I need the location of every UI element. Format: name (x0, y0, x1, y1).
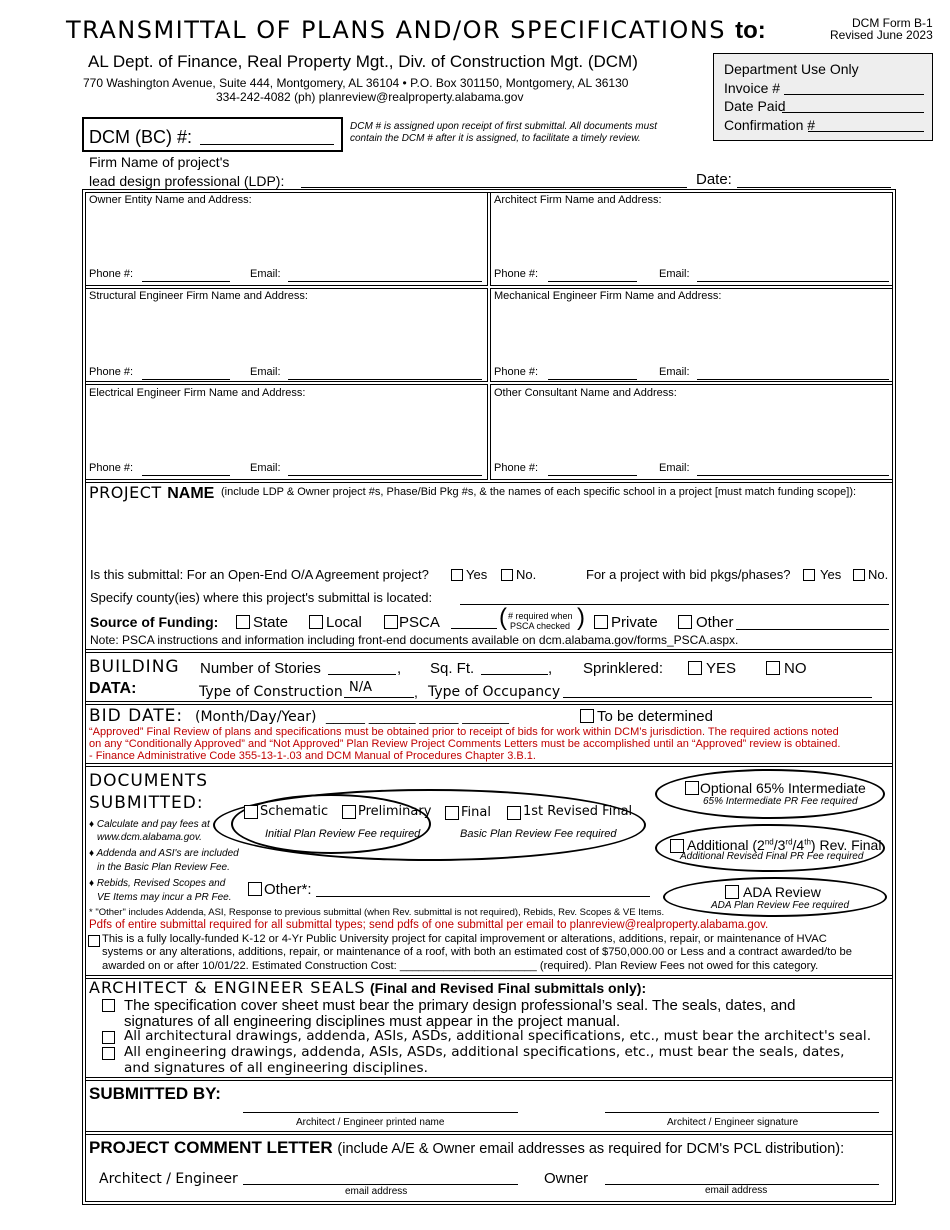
initial-fee-note: Initial Plan Review Fee required (265, 828, 421, 840)
final-checkbox[interactable] (445, 806, 459, 820)
structural-box-label: Structural Engineer Firm Name and Address: (89, 290, 308, 302)
ada-fee-note: ADA Plan Review Fee required (711, 900, 850, 911)
doc-bullet-1a: ♦ Calculate and pay fees at (89, 819, 210, 830)
seal-spec-checkbox[interactable] (102, 999, 115, 1012)
other-submittal-field[interactable] (316, 896, 650, 897)
funding-state-checkbox[interactable] (236, 615, 250, 629)
date-label: Date: (696, 171, 732, 188)
owner-phone-label: Phone #: (89, 268, 134, 280)
k12-note-2: systems or any alterations, additions, repair, or maintenance of a roof, with both an estimated cost of $750,000.00 or Less and a contract awarded/to be (102, 946, 852, 958)
pcl-ae-label: Architect / Engineer (99, 1171, 238, 1187)
bid-pkgs-question: For a project with bid pkgs/phases? (586, 567, 791, 582)
other-email-label: Email: (659, 462, 690, 474)
pcl-hint: (include A/E & Owner email addresses as required for DCM's PCL distribution): (337, 1141, 845, 1157)
invoice-label: Invoice # (724, 80, 781, 96)
tbd-label: To be determined (597, 708, 713, 725)
funding-local-checkbox[interactable] (309, 615, 323, 629)
dept-use-title: Department Use Only (724, 61, 859, 77)
construction-value[interactable]: N/A (349, 680, 372, 695)
psca-note-1: # required when (508, 611, 573, 621)
owner-email-label: Email: (250, 268, 281, 280)
sprinklered-yes-label: YES (706, 660, 737, 677)
documents-label-2: SUBMITTED: (89, 793, 204, 813)
building-label-2: DATA: (89, 680, 137, 697)
optional-65-checkbox[interactable] (685, 781, 699, 795)
sprinklered-no-label: NO (784, 660, 807, 677)
date-field[interactable] (737, 187, 891, 188)
agency-name: AL Dept. of Finance, Real Property Mgt., Div. of Construction Mgt. (DCM) (88, 52, 638, 71)
doc-bullet-3a: ♦ Rebids, Revised Scopes and (89, 878, 226, 889)
electrical-phone-field[interactable] (142, 475, 230, 476)
seal-arch-checkbox[interactable] (102, 1031, 115, 1044)
project-label-b: NAME (167, 485, 215, 502)
main-submittal-oval (213, 789, 646, 861)
bid-pkgs-yes-checkbox[interactable] (803, 569, 815, 581)
project-label-a: PROJECT (89, 483, 168, 502)
electrical-box-label: Electrical Engineer Firm Name and Address: (89, 387, 306, 399)
funding-other-field[interactable] (736, 629, 889, 630)
ae-printed-name-field[interactable] (243, 1112, 518, 1113)
psca-paren-open: ( (499, 604, 507, 631)
ada-review-checkbox[interactable] (725, 885, 739, 899)
sprinklered-yes-checkbox[interactable] (688, 661, 702, 675)
additional-revised-label: Additional (2nd/3rd/4th) Rev. Final (687, 837, 882, 853)
structural-phone-field[interactable] (142, 379, 230, 380)
dcm-number-label: DCM (BC) #: (89, 127, 192, 147)
sprinklered-no-checkbox[interactable] (766, 661, 780, 675)
preliminary-label: Preliminary (358, 804, 432, 819)
construction-label: Type of Construction (199, 684, 343, 700)
sqft-field[interactable] (481, 674, 548, 675)
seal-eng-text-1: All engineering drawings, addenda, ASIs, ASDs, additional specifications, etc., must bear the seals, dates, (124, 1044, 845, 1060)
first-revised-final-checkbox[interactable] (507, 806, 521, 820)
funding-psca-label: PSCA (399, 614, 440, 631)
mechanical-email-label: Email: (659, 366, 690, 378)
dcm-note: DCM # is assigned upon receipt of first submittal. All documents must contain the DCM # after it is assigned, to facilitate a timely review. (350, 121, 657, 144)
bid-warning-1: “Approved” Final Review of plans and specifications must be obtained prior to receipt of bids for work within DCM’s jurisdiction. The required actions noted (89, 726, 839, 738)
sup-rd: rd (785, 837, 793, 847)
occupancy-label: Type of Occupancy (428, 684, 561, 700)
open-end-no-checkbox[interactable] (501, 569, 513, 581)
date-paid-label: Date Paid (724, 98, 786, 114)
open-end-no-label: No. (516, 567, 537, 582)
firm-label-2: lead design professional (LDP): (89, 173, 285, 189)
basic-fee-note: Basic Plan Review Fee required (460, 828, 617, 840)
optional-65-label: Optional 65% Intermediate (700, 780, 866, 796)
schematic-label: Schematic (260, 804, 329, 819)
submitted-by-label: SUBMITTED BY: (89, 1084, 221, 1103)
other-phone-field[interactable] (548, 475, 637, 476)
mechanical-box-label: Mechanical Engineer Firm Name and Address: (494, 290, 722, 302)
funding-label: Source of Funding: (90, 614, 219, 630)
seal-arch-text: All architectural drawings, addenda, ASIs, ASDs, additional specifications, etc., must bear the architect's seal. (124, 1028, 872, 1044)
mechanical-email-field[interactable] (697, 379, 889, 380)
sup-nd: nd (764, 837, 774, 847)
optional-65-fee-note: 65% Intermediate PR Fee required (703, 796, 858, 807)
additional-post: ) Rev. Final (810, 837, 882, 853)
funding-other-label: Other (696, 614, 734, 631)
ldp-field[interactable] (301, 187, 687, 188)
construction-field[interactable] (344, 697, 414, 698)
agency-contact: 334-242-4082 (ph) planreview@realproperty.alabama.gov (216, 90, 524, 104)
k12-note-1: This is a fully locally-funded K-12 or 4-Yr Public University project for capital improvement or alterations, additions, repair, or maintenance of HVAC (102, 933, 827, 945)
doc-bullet-3b: VE Items may incur a PR Fee. (97, 892, 232, 903)
ae-signature-field[interactable] (605, 1112, 879, 1113)
bid-date-field[interactable]: _____ ______ _____ ______ (326, 708, 509, 724)
sup-th: th (804, 837, 811, 847)
pcl-title: PROJECT COMMENT LETTER (89, 1138, 333, 1157)
psca-paren-close: ) (577, 604, 585, 631)
sprinklered-label: Sprinklered: (583, 660, 664, 677)
funding-state-label: State (253, 614, 289, 631)
funding-private-checkbox[interactable] (594, 615, 608, 629)
architect-email-label: Email: (659, 268, 690, 280)
occupancy-field[interactable] (563, 697, 872, 698)
bid-pkgs-no-checkbox[interactable] (853, 569, 865, 581)
electrical-email-label: Email: (250, 462, 281, 474)
ae-printed-name-caption: Architect / Engineer printed name (296, 1117, 445, 1128)
additional-revised-fee-note: Additional Revised Final PR Fee required (680, 851, 864, 862)
sqft-comma: , (548, 660, 553, 677)
doc-bullet-2a: ♦ Addenda and ASI's are included (89, 848, 239, 859)
tbd-checkbox[interactable] (580, 709, 594, 723)
date-paid-field[interactable] (782, 112, 924, 113)
bid-warning-2: on any “Conditionally Approved” and “Not Approved” Plan Review Project Comments Letters must be accomplished until an “Approved” review is obtained. (89, 738, 841, 750)
bid-warning-3: - Finance Administrative Code 355-13-1-.03 and DCM Manual of Procedures Chapter 3.B.1. (89, 750, 536, 762)
schematic-checkbox[interactable] (244, 805, 258, 819)
first-revised-final-label: 1st Revised Final (523, 804, 633, 819)
owner-phone-field[interactable] (142, 281, 230, 282)
pcl-owner-label: Owner (544, 1170, 589, 1187)
form-id: DCM Form B-1 (852, 16, 933, 30)
bid-pkgs-no-label: No. (868, 567, 889, 582)
form-title (66, 16, 766, 45)
pdf-requirement-note: Pdfs of entire submittal required for all submittal types; send pdfs of one submittal per email to planreview@realproperty.alabama.gov. (89, 919, 769, 931)
seal-eng-checkbox[interactable] (102, 1047, 115, 1060)
bid-pkgs-yes-label: Yes (820, 567, 842, 582)
seals-title: ARCHITECT & ENGINEER SEALS (89, 978, 366, 997)
title-to: to: (735, 17, 766, 44)
structural-email-field[interactable] (288, 379, 482, 380)
seal-spec-text-2: signatures of all engineering disciplines must appear in the project manual. (124, 1013, 621, 1030)
pcl-ae-email-field[interactable] (243, 1184, 518, 1185)
electrical-phone-label: Phone #: (89, 462, 134, 474)
structural-phone-label: Phone #: (89, 366, 134, 378)
owner-box (85, 192, 488, 286)
electrical-email-field[interactable] (288, 475, 482, 476)
ada-review-label: ADA Review (743, 884, 821, 900)
seal-spec-text-1: The specification cover sheet must bear the primary design professional’s seal. The seals, dates, and (124, 997, 796, 1014)
stories-comma: , (397, 660, 402, 677)
construction-comma: , (414, 684, 418, 700)
pcl-label (89, 1138, 844, 1158)
building-label-1: BUILDING (89, 657, 180, 677)
pcl-owner-email-caption: email address (705, 1185, 768, 1196)
psca-note-2: PSCA checked (510, 621, 571, 631)
preliminary-checkbox[interactable] (342, 805, 356, 819)
architect-box-label: Architect Firm Name and Address: (494, 194, 662, 206)
firm-label-1: Firm Name of project's (89, 154, 230, 170)
additional-pre: Additional (2 (687, 837, 765, 853)
k12-note-3: awarded on or after 10/01/22. Estimated Construction Cost: ______________________ (required). Plan Review Fees not owed for this category. (102, 960, 819, 972)
doc-bullet-1b: www.dcm.alabama.gov. (97, 832, 202, 843)
psca-info-note: Note: PSCA instructions and information including front-end documents available on dcm.alabama.gov/forms_PSCA.aspx. (90, 633, 739, 647)
open-end-question: Is this submittal: For an Open-End O/A Agreement project? (90, 567, 429, 582)
mechanical-phone-field[interactable] (548, 379, 637, 380)
owner-box-label: Owner Entity Name and Address: (89, 194, 252, 206)
funding-psca-checkbox[interactable] (384, 615, 398, 629)
bid-date-format: (Month/Day/Year) (195, 709, 317, 725)
open-end-yes-label: Yes (466, 567, 488, 582)
project-name-hint: (include LDP & Owner project #s, Phase/Bid Pkg #s, & the names of each specific school in a project [must match funding scope]): (221, 486, 857, 498)
funding-private-label: Private (611, 614, 658, 631)
other-submittal-label: Other*: (264, 881, 312, 898)
owner-email-field[interactable] (288, 281, 482, 282)
seals-sub: (Final and Revised Final submittals only): (369, 980, 647, 996)
bid-date-label: BID DATE: (89, 706, 184, 726)
agency-address: 770 Washington Avenue, Suite 444, Montgomery, AL 36104 • P.O. Box 301150, Montgomery, AL 36130 (83, 76, 629, 90)
mechanical-phone-label: Phone #: (494, 366, 539, 378)
confirmation-label: Confirmation # (724, 117, 816, 133)
sqft-label: Sq. Ft. (430, 660, 475, 677)
ae-signature-caption: Architect / Engineer signature (667, 1117, 799, 1128)
architect-email-field[interactable] (697, 281, 889, 282)
k12-exempt-checkbox[interactable] (88, 935, 100, 947)
final-label: Final (461, 805, 491, 820)
funding-local-label: Local (326, 614, 362, 631)
seal-eng-text-2: and signatures of all engineering disciplines. (124, 1060, 428, 1076)
form-revised: Revised June 2023 (830, 28, 933, 42)
other-consultant-box-label: Other Consultant Name and Address: (494, 387, 677, 399)
county-label: Specify county(ies) where this project's submittal is located: (90, 590, 433, 605)
other-definition-note: * "Other" includes Addenda, ASI, Response to previous submittal (when Rev. submittal is not required), Rebids, Rev. Scopes & VE Items. (89, 907, 665, 918)
other-submittal-checkbox[interactable] (248, 882, 262, 896)
open-end-yes-checkbox[interactable] (451, 569, 463, 581)
county-field[interactable] (460, 604, 889, 605)
architect-phone-label: Phone #: (494, 268, 539, 280)
structural-box (85, 288, 488, 382)
pcl-ae-email-caption: email address (345, 1186, 408, 1197)
other-phone-label: Phone #: (494, 462, 539, 474)
psca-number-field[interactable] (451, 628, 497, 629)
funding-other-checkbox[interactable] (678, 615, 692, 629)
other-email-field[interactable] (697, 475, 889, 476)
documents-label-1: DOCUMENTS (89, 771, 209, 791)
title-text: TRANSMITTAL OF PLANS AND/OR SPECIFICATIONS (66, 16, 727, 44)
seals-label (89, 978, 646, 998)
dcm-number-field[interactable] (200, 144, 334, 145)
stories-label: Number of Stories (200, 660, 321, 677)
confirmation-field[interactable] (808, 131, 924, 132)
project-name-label (89, 483, 214, 503)
architect-phone-field[interactable] (548, 281, 637, 282)
architect-box (490, 192, 893, 286)
invoice-field[interactable] (784, 94, 924, 95)
mechanical-box (490, 288, 893, 382)
stories-field[interactable] (328, 674, 396, 675)
structural-email-label: Email: (250, 366, 281, 378)
doc-bullet-2b: in the Basic Plan Review Fee. (97, 862, 230, 873)
